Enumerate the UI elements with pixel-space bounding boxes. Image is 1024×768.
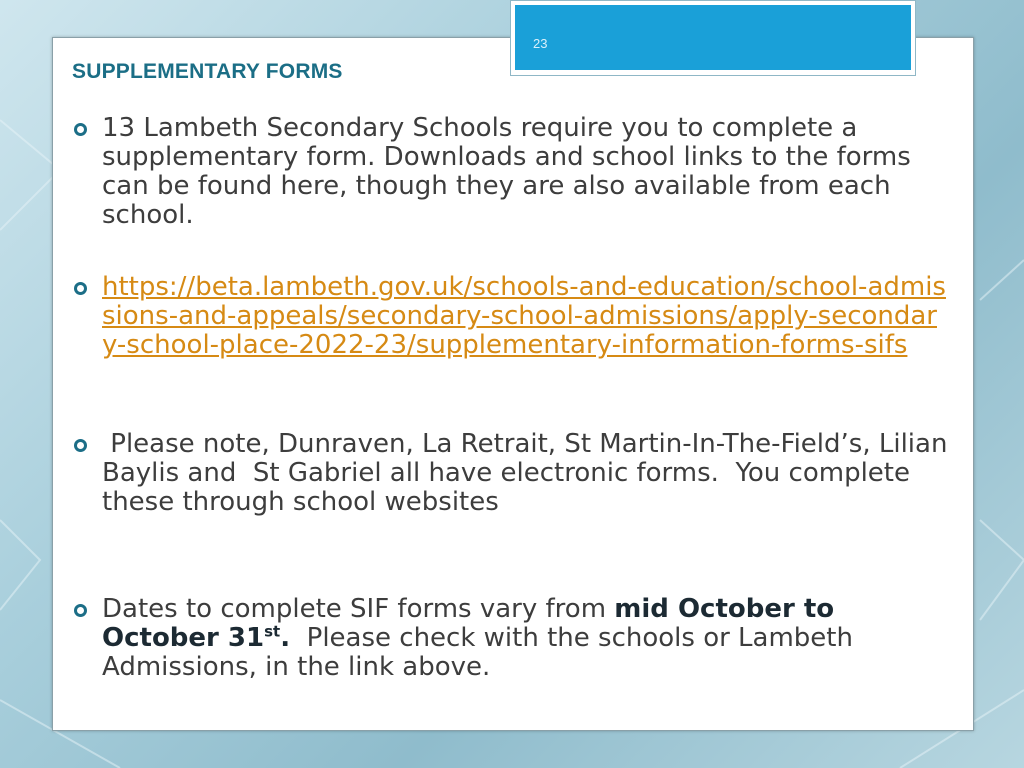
dates-period: . xyxy=(280,623,291,653)
bullet-text: 13 Lambeth Secondary Schools require you to complete a supplementary form. Downloads and school links to the forms can be found here, though they are also available from each school. xyxy=(102,113,911,230)
bullet-item-dates xyxy=(72,595,952,682)
bullet-text xyxy=(102,595,952,682)
dates-text-start: Dates to complete SIF forms vary from xyxy=(102,594,615,624)
slide-number: 23 xyxy=(533,36,548,51)
bullet-text: Please note, Dunraven, La Retrait, St Martin-In-The-Field’s, Lilian Baylis and St Gabriel all have electronic forms. You complete these through school websites xyxy=(102,429,956,517)
slide-title: SUPPLEMENTARY FORMS xyxy=(72,60,343,83)
dates-highlight: mid October to October 31 xyxy=(102,594,835,653)
bullet-marker-icon xyxy=(74,604,87,617)
bullet-item-electronic-forms xyxy=(72,429,956,517)
sif-forms-link[interactable]: https://beta.lambeth.gov.uk/schools-and-education/school-admissions-and-appeals/secondary-school-admissions/apply-secondary-school-place-2022-23/supplementary-information-forms-sifs xyxy=(102,272,946,360)
bullet-marker-icon xyxy=(74,439,87,452)
bullet-marker-icon xyxy=(74,282,87,295)
dates-text-end: Please check with the schools or Lambeth Admissions, in the link above. xyxy=(102,623,862,682)
bullet-marker-icon xyxy=(74,123,87,136)
slide-number-tab-fill xyxy=(515,5,911,70)
dates-superscript: st xyxy=(264,622,281,641)
slide-number-tab xyxy=(510,0,916,76)
bullet-item-supplementary-forms xyxy=(72,114,952,230)
bullet-item-link xyxy=(72,273,952,360)
